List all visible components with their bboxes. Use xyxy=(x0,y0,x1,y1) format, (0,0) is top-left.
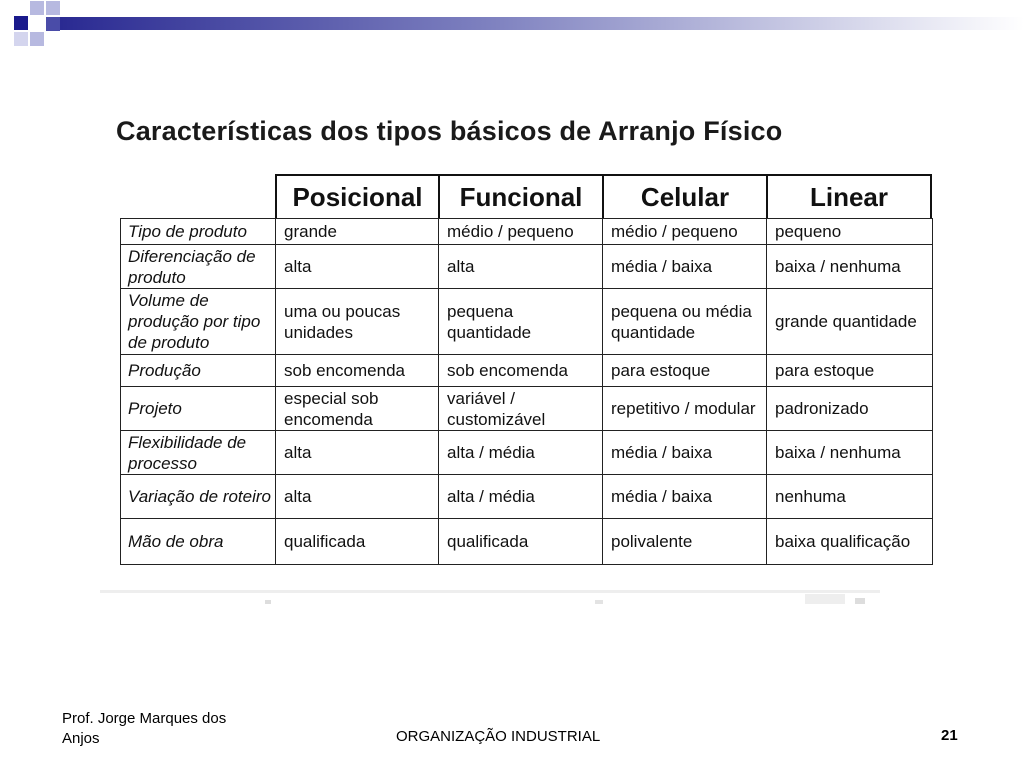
row-label: Diferenciação de produto xyxy=(121,245,276,289)
table-row xyxy=(121,355,933,387)
table-cell: grande xyxy=(276,219,439,245)
table-cell: pequena ou média quantidade xyxy=(603,289,767,355)
table-row xyxy=(121,387,933,431)
table-cell: sob encomenda xyxy=(439,355,603,387)
table-cell: alta xyxy=(276,475,439,519)
header-celular: Celular xyxy=(604,176,768,218)
table-cell: médio / pequeno xyxy=(603,219,767,245)
footer-course: ORGANIZAÇÃO INDUSTRIAL xyxy=(396,728,601,745)
header-posicional: Posicional xyxy=(277,176,440,218)
header-square-light xyxy=(30,32,44,46)
header-square-light xyxy=(46,1,60,15)
row-label: Produção xyxy=(121,355,276,387)
table-cell: nenhuma xyxy=(767,475,933,519)
header-linear: Linear xyxy=(809,181,889,212)
table-cell: baixa / nenhuma xyxy=(767,431,933,475)
header-square-light xyxy=(14,32,28,46)
table-cell: baixa qualificação xyxy=(767,519,933,565)
table-cell: qualificada xyxy=(276,519,439,565)
scan-artifact xyxy=(100,588,880,610)
table-row xyxy=(121,245,933,289)
table-cell: alta xyxy=(276,245,439,289)
header-decoration xyxy=(0,0,1024,64)
table-cell: especial sob encomenda xyxy=(276,387,439,431)
header-square-mid xyxy=(46,17,60,31)
table-cell: média / baixa xyxy=(603,475,767,519)
table-row xyxy=(121,219,933,245)
table-cell: baixa / nenhuma xyxy=(767,245,933,289)
table-row xyxy=(121,289,933,355)
table-cell: polivalente xyxy=(603,519,767,565)
table-cell: para estoque xyxy=(767,355,933,387)
table-cell: média / baixa xyxy=(603,431,767,475)
row-label: Projeto xyxy=(121,387,276,431)
data-table xyxy=(120,218,933,565)
row-label: Mão de obra xyxy=(121,519,276,565)
table-cell: alta xyxy=(276,431,439,475)
table-cell: alta / média xyxy=(439,431,603,475)
table-cell: alta xyxy=(439,245,603,289)
row-label: Tipo de produto xyxy=(121,219,276,245)
table-cell: qualificada xyxy=(439,519,603,565)
footer-author: Prof. Jorge Marques dos Anjos xyxy=(62,710,227,747)
slide-title: Características dos tipos básicos de Arranjo Físico xyxy=(116,116,783,146)
table-row xyxy=(121,519,933,565)
table-row xyxy=(121,475,933,519)
table-cell: sob encomenda xyxy=(276,355,439,387)
header-square-light xyxy=(30,1,44,15)
row-label: Volume de produção por tipo de produto xyxy=(121,289,276,355)
header-square-dark xyxy=(14,16,28,30)
table-header-row xyxy=(275,174,932,218)
table-cell: repetitivo / modular xyxy=(603,387,767,431)
header-gradient-bar xyxy=(60,17,1024,30)
row-label: Variação de roteiro xyxy=(121,475,276,519)
layout-table xyxy=(120,174,932,570)
table-cell: padronizado xyxy=(767,387,933,431)
table-cell: pequeno xyxy=(767,219,933,245)
footer-page-number: 21 xyxy=(941,727,958,744)
table-cell: para estoque xyxy=(603,355,767,387)
table-cell: pequena quantidade xyxy=(439,289,603,355)
row-label: Flexibilidade de processo xyxy=(121,431,276,475)
table-cell: alta / média xyxy=(439,475,603,519)
table-cell: uma ou poucas unidades xyxy=(276,289,439,355)
header-funcional: Funcional xyxy=(440,176,604,218)
table-cell: média / baixa xyxy=(603,245,767,289)
table-cell: grande quantidade xyxy=(767,289,933,355)
table-cell: médio / pequeno xyxy=(439,219,603,245)
table-cell: variável / customizável xyxy=(439,387,603,431)
table-row xyxy=(121,431,933,475)
